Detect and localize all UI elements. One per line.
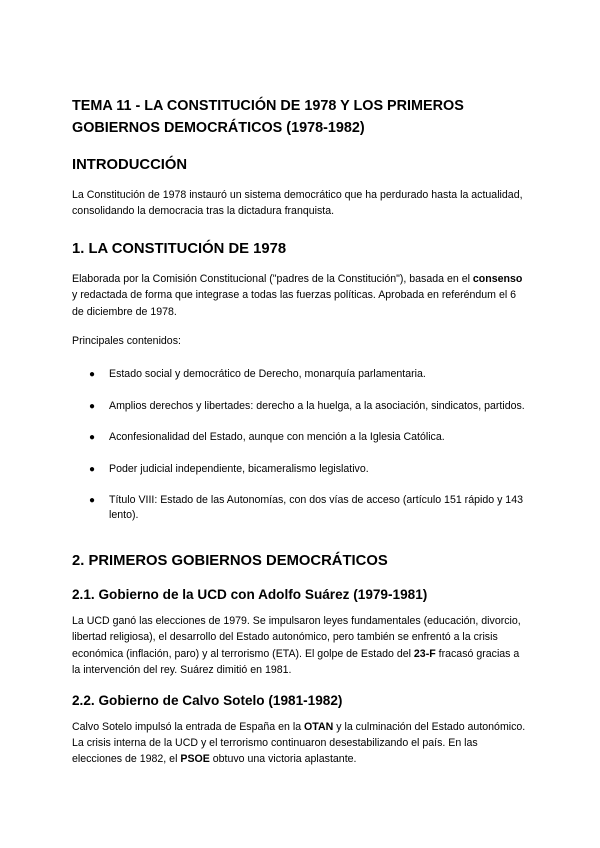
list-item-text: Estado social y democrático de Derecho, monarquía parlamentaria. bbox=[109, 368, 426, 381]
intro-paragraph: La Constitución de 1978 instauró un sistema democrático que ha perdurado hasta la actualidad, consolidando la democracia tras la dictadura franquista. bbox=[72, 189, 523, 218]
list-item-text: Aconfesionalidad del Estado, aunque con mención a la Iglesia Católica. bbox=[109, 431, 445, 444]
subsection-2-1-heading: 2.1. Gobierno de la UCD con Adolfo Suárez (1979-1981) bbox=[72, 586, 428, 602]
list-item bbox=[72, 430, 528, 445]
subsection-2-1-paragraph bbox=[72, 613, 528, 679]
list-item bbox=[72, 493, 528, 524]
section1-heading: 1. LA CONSTITUCIÓN DE 1978 bbox=[72, 240, 287, 257]
bullet-icon: ● bbox=[89, 400, 96, 412]
bullet-icon: ● bbox=[89, 495, 96, 507]
sub2-bold-psoe: PSOE bbox=[180, 753, 210, 766]
sub1-text-b: fracasó gracias a la intervención del rey. Suárez dimitió en 1981. bbox=[72, 647, 520, 677]
list-item-text: Título VIII: Estado de las Autonomías, con dos vías de acceso (artículo 151 rápido y 143 lento). bbox=[109, 494, 523, 522]
section1-p1-text-a: Elaborada por la Comisión Constitucional ("padres de la Constitución"), basada en el bbox=[72, 272, 473, 285]
intro-heading: INTRODUCCIÓN bbox=[72, 157, 188, 173]
contents-list bbox=[72, 367, 528, 523]
section1-paragraph-2: Principales contenidos: bbox=[72, 335, 181, 348]
sub2-text-c: obtuvo una victoria aplastante. bbox=[209, 753, 357, 766]
sub1-bold-23f: 23-F bbox=[413, 647, 436, 660]
list-item bbox=[72, 367, 528, 382]
section1-p1-bold-consenso: consenso bbox=[472, 272, 523, 285]
section2-heading: 2. PRIMEROS GOBIERNOS DEMOCRÁTICOS bbox=[72, 552, 388, 569]
list-item bbox=[72, 399, 528, 414]
section1-paragraph-1 bbox=[72, 271, 528, 320]
bullet-icon: ● bbox=[89, 463, 96, 475]
list-item-text: Poder judicial independiente, bicameralismo legislativo. bbox=[109, 462, 369, 475]
sub2-text-b: y la culminación del Estado autonómico. La crisis interna de la UCD y el terrorismo continuaron desestabilizando el país. En las elecciones de 1982, el bbox=[72, 720, 526, 766]
subsection-2-2-paragraph bbox=[72, 719, 528, 768]
sub2-bold-otan: OTAN bbox=[304, 720, 334, 733]
document-title: TEMA 11 - LA CONSTITUCIÓN DE 1978 Y LOS PRIMEROS GOBIERNOS DEMOCRÁTICOS (1978-1982) bbox=[72, 98, 464, 136]
section1-p1-text-b: y redactada de forma que integrase a todas las fuerzas políticas. Aprobada en referéndum el 6 de diciembre de 1978. bbox=[72, 289, 517, 318]
sub1-text-a: La UCD ganó las elecciones de 1979. Se impulsaron leyes fundamentales (educación, divorcio, libertad religiosa), el desarrollo del Estado autonómico, pero también se enfrentó a la crisis económica (inflación, paro) y al terrorismo (ETA). El golpe de Estado del bbox=[72, 614, 521, 660]
sub2-text-a: Calvo Sotelo impulsó la entrada de España en la bbox=[72, 720, 305, 733]
bullet-icon: ● bbox=[89, 432, 96, 444]
document-page bbox=[72, 95, 528, 768]
list-item bbox=[72, 462, 528, 477]
subsection-2-2-heading: 2.2. Gobierno de Calvo Sotelo (1981-1982) bbox=[72, 692, 343, 708]
bullet-icon: ● bbox=[89, 369, 96, 381]
list-item-text: Amplios derechos y libertades: derecho a la huelga, a la asociación, sindicatos, partidos. bbox=[109, 399, 525, 412]
